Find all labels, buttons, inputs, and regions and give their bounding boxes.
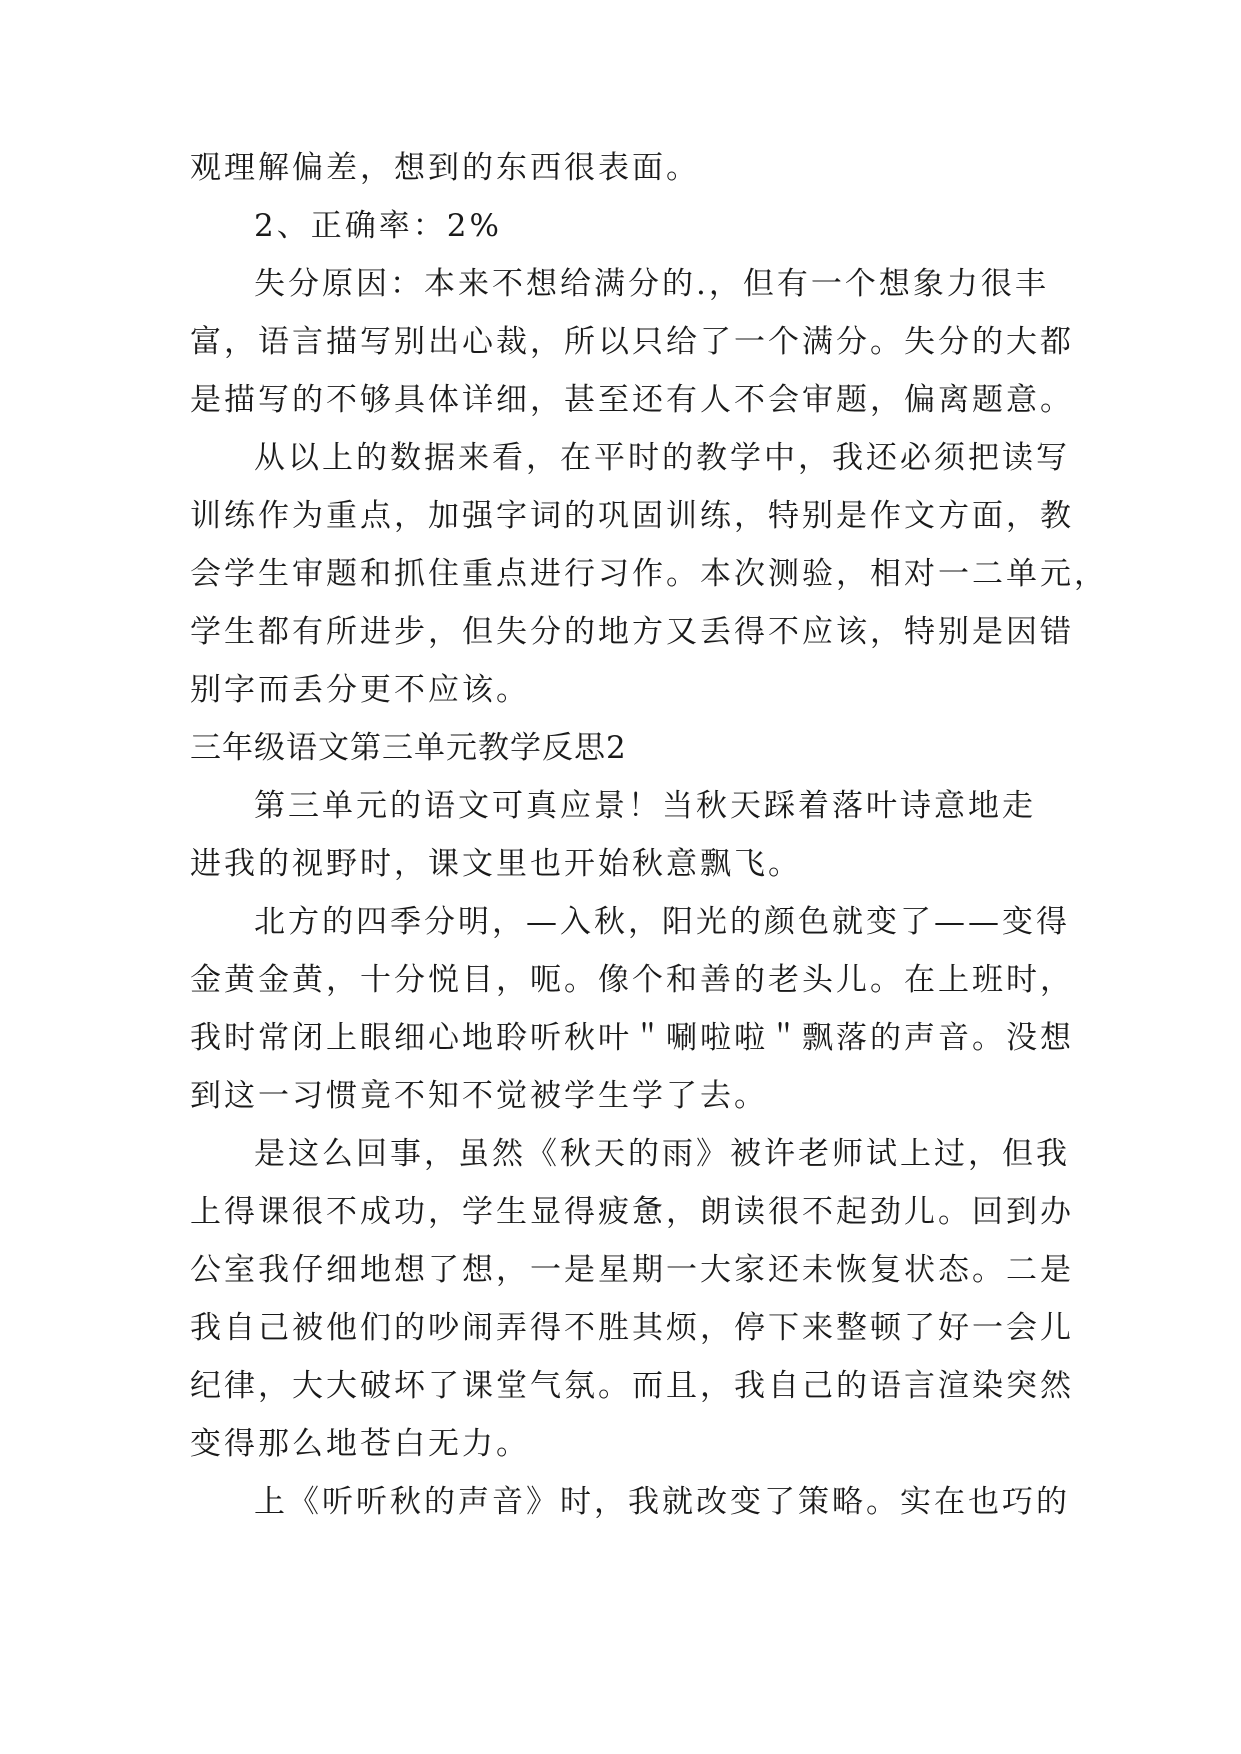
section-heading: 三年级语文第三单元教学反思2 [190, 730, 627, 766]
text-line: 是描写的不够具体详细，甚至还有人不会审题，偏离题意。 [190, 382, 1074, 418]
text-line: 纪律，大大破坏了课堂气氛。而且，我自己的语言渲染突然 [190, 1368, 1074, 1404]
text-line: 学生都有所进步，但失分的地方又丢得不应该，特别是因错 [190, 614, 1074, 650]
text-line: 我自己被他们的吵闹弄得不胜其烦，停下来整顿了好一会儿 [190, 1310, 1074, 1346]
text-line: 到这一习惯竟不知不觉被学生学了去。 [190, 1078, 768, 1114]
text-line: 北方的四季分明，—入秋，阳光的颜色就变了——变得 [254, 904, 1070, 940]
text-line: 进我的视野时，课文里也开始秋意飘飞。 [190, 846, 802, 882]
text-line: 金黄金黄，十分悦目，呃。像个和善的老头儿。在上班时， [190, 962, 1074, 998]
text-line: 富，语言描写别出心裁，所以只给了一个满分。失分的大都 [190, 324, 1074, 360]
text-line: 第三单元的语文可真应景！当秋天踩着落叶诗意地走 [254, 788, 1036, 824]
text-line: 别字而丢分更不应该。 [190, 672, 530, 708]
text-line: 观理解偏差，想到的东西很表面。 [190, 150, 700, 186]
text-line: 训练作为重点，加强字词的巩固训练，特别是作文方面，教 [190, 498, 1074, 534]
text-line: 上《听听秋的声音》时，我就改变了策略。实在也巧的 [254, 1484, 1070, 1520]
text-line: 会学生审题和抓住重点进行习作。本次测验，相对一二单元， [190, 556, 1108, 592]
text-line: 失分原因：本来不想给满分的.，但有一个想象力很丰 [254, 266, 1049, 302]
text-line: 2、正确率：2% [254, 208, 502, 244]
text-line: 公室我仔细地想了想，一是星期一大家还未恢复状态。二是 [190, 1252, 1074, 1288]
text-line: 变得那么地苍白无力。 [190, 1426, 530, 1462]
text-line: 上得课很不成功，学生显得疲惫，朗读很不起劲儿。回到办 [190, 1194, 1074, 1230]
text-line: 我时常闭上眼细心地聆听秋叶＂唰啦啦＂飘落的声音。没想 [190, 1020, 1074, 1056]
text-line: 从以上的数据来看，在平时的教学中，我还必须把读写 [254, 440, 1070, 476]
text-line: 是这么回事，虽然《秋天的雨》被许老师试上过，但我 [254, 1136, 1070, 1172]
